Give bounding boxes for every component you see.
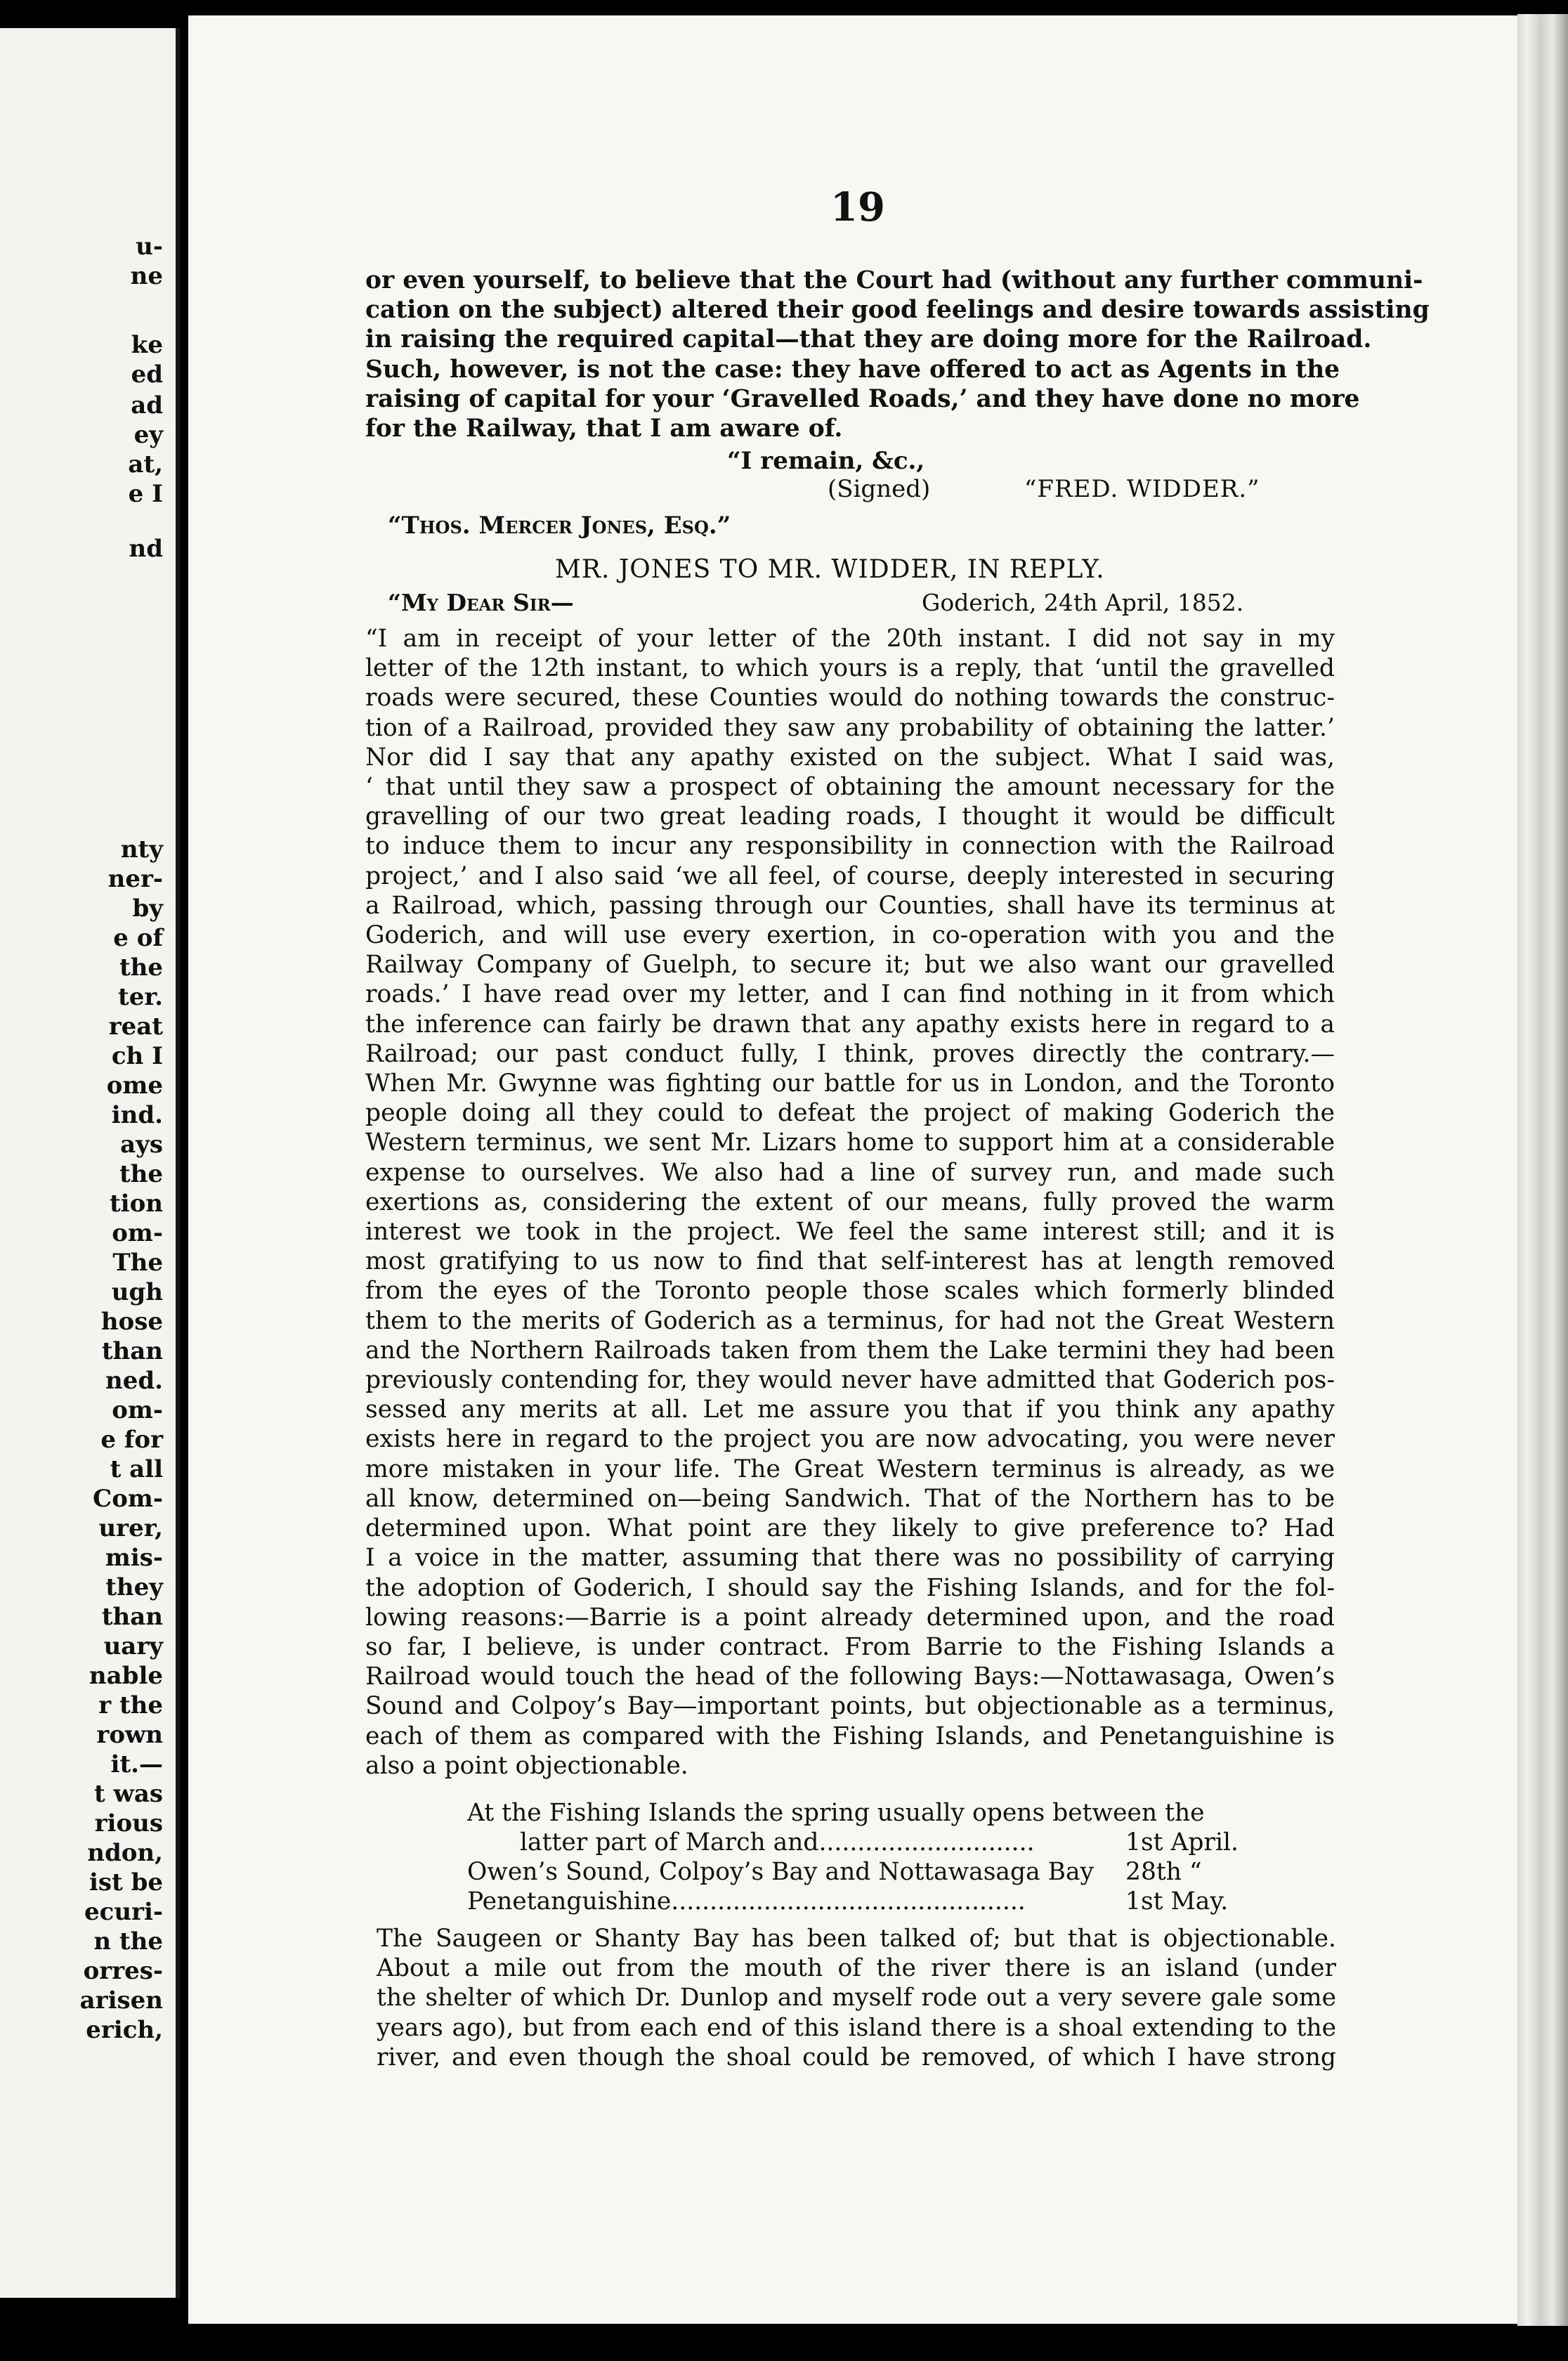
text-line: cation on the subject) altered their good feelings and desire towards assisting — [365, 296, 1430, 325]
facing-page-text: The — [112, 1249, 163, 1277]
text-line: the adoption of Goderich, I should say the Fishing Islands, and for the fol- — [365, 1573, 1335, 1602]
facing-page-text: nable — [89, 1662, 163, 1690]
text-line: or even yourself, to believe that the Court had (without any further communi- — [365, 266, 1423, 294]
facing-page-text: ugh — [111, 1278, 163, 1306]
text-line: lowing reasons:—Barrie is a point already determined upon, and the road — [365, 1603, 1335, 1632]
facing-page-text: than — [101, 1337, 163, 1365]
facing-page-text: t all — [110, 1455, 163, 1483]
table-row-date: 1st April. — [1125, 1828, 1239, 1856]
facing-page-text: orres- — [83, 1957, 163, 1985]
text-line: roads.’ I have read over my letter, and I can find nothing in it from which — [365, 980, 1335, 1009]
text-line: the shelter of which Dr. Dunlop and myself rode out a very severe gale some — [377, 1984, 1336, 2012]
facing-page-text: they — [105, 1573, 163, 1601]
table-row-place: Owen’s Sound, Colpoy’s Bay and Nottawasaga Bay — [467, 1858, 1095, 1886]
text-line: About a mile out from the mouth of the river there is an island (under — [377, 1954, 1336, 1983]
facing-page-text: nty — [120, 835, 163, 864]
table-row-date: 1st May. — [1125, 1887, 1229, 1916]
text-line: years ago), but from each end of this island there is a shoal extending to the — [377, 2013, 1336, 2042]
facing-page-text: ist be — [89, 1868, 163, 1897]
text-line: the inference can fairly be drawn that any apathy exists here in regard to a — [365, 1010, 1335, 1039]
facing-page-text: ad — [131, 391, 163, 419]
table-row-place: latter part of March and............................ — [520, 1828, 1035, 1856]
facing-page-text: tion — [109, 1190, 163, 1218]
facing-page-text: reat — [108, 1013, 163, 1041]
facing-page-text: n the — [93, 1927, 163, 1956]
page-number: 19 — [830, 184, 885, 230]
facing-page-text: ind. — [111, 1101, 163, 1129]
facing-page-text: ecuri- — [84, 1898, 163, 1926]
text-line: interest we took in the project. We feel the same interest still; and it is — [365, 1218, 1335, 1247]
text-line: “I am in receipt of your letter of the 20th instant. I did not say in my — [365, 625, 1335, 653]
text-line: Goderich, and will use every exertion, in co-operation with you and the — [365, 921, 1335, 950]
facing-page-text: e of — [113, 924, 163, 952]
facing-page-text: ne — [130, 262, 163, 290]
text-line: exertions as, considering the extent of our means, fully proved the warm — [365, 1188, 1335, 1216]
text-line: The Saugeen or Shanty Bay has been talked of; but that is objectionable. — [377, 1925, 1336, 1953]
text-line: people doing all they could to defeat the project of making Goderich the — [365, 1099, 1335, 1128]
signed-label: (Signed) — [828, 475, 931, 503]
facing-page-text: arisen — [79, 1986, 163, 2015]
text-line: roads were secured, these Counties would do nothing towards the construc- — [365, 684, 1335, 713]
text-line: more mistaken in your life. The Great Western terminus is already, as we — [365, 1455, 1335, 1483]
text-line: tion of a Railroad, provided they saw any probability of obtaining the latter.’ — [365, 713, 1335, 742]
letter-heading: MR. JONES TO MR. WIDDER, IN REPLY. — [555, 555, 1105, 584]
text-line: Nor did I say that any apathy existed on the subject. What I said was, — [365, 743, 1335, 772]
text-line: exists here in regard to the project you are now advocating, you were never — [365, 1425, 1335, 1454]
facing-page-text: ke — [131, 331, 163, 359]
facing-page-text: ey — [133, 421, 163, 449]
facing-page-text: the — [119, 954, 163, 982]
facing-page-text: erich, — [86, 2016, 163, 2044]
table-row-place: Penetanguishine.............................................. — [467, 1887, 1026, 1916]
facing-page-fragment — [0, 28, 180, 2298]
facing-page-text: rown — [96, 1721, 163, 1749]
text-line: in raising the required capital—that they are doing more for the Railroad. — [365, 325, 1372, 354]
facing-page-text: e I — [128, 480, 163, 508]
facing-page-text: ner- — [107, 865, 163, 893]
text-line: all know, determined on—being Sandwich. That of the Northern has to be — [365, 1484, 1335, 1513]
facing-page-text: ndon, — [87, 1839, 163, 1867]
addressee: “Thos. Mercer Jones, Esq.” — [388, 512, 731, 540]
facing-page-text: Com- — [93, 1485, 163, 1513]
facing-page-text: nd — [129, 535, 163, 563]
text-line: Sound and Colpoy’s Bay—important points, but objectionable as a terminus, — [365, 1692, 1335, 1721]
facing-page-text: ch I — [111, 1042, 163, 1070]
text-line: most gratifying to us now to find that self-interest has at length removed — [365, 1247, 1335, 1276]
text-line: ‘ that until they saw a prospect of obtaining the amount necessary for the — [365, 773, 1335, 802]
facing-page-text: by — [132, 895, 163, 923]
text-line: Railroad; our past conduct fully, I think, proves directly the contrary.— — [365, 1039, 1335, 1068]
text-line: so far, I believe, is under contract. From Barrie to the Fishing Islands a — [365, 1632, 1335, 1661]
facing-page-text: hose — [100, 1308, 163, 1336]
facing-page-text: om- — [112, 1219, 163, 1247]
signature: “FRED. WIDDER.” — [1024, 475, 1260, 503]
facing-page-text: mis- — [105, 1544, 163, 1572]
opening-paragraph — [365, 266, 1430, 443]
text-line: letter of the 12th instant, to which yours is a reply, that ‘until the gravelled — [365, 654, 1335, 683]
text-line: from the eyes of the Toronto people those scales which formerly blinded — [365, 1277, 1335, 1306]
text-line: I a voice in the matter, assuming that there was no possibility of carrying — [365, 1544, 1335, 1573]
closing: “I remain, &c., — [727, 447, 925, 475]
text-line: a Railroad, which, passing through our Counties, shall have its terminus at — [365, 891, 1335, 920]
facing-page-text: u- — [136, 233, 163, 261]
text-line: expense to ourselves. We also had a line of survey run, and made such — [365, 1158, 1335, 1187]
facing-page-text: ome — [106, 1072, 163, 1100]
dateline: Goderich, 24th April, 1852. — [922, 589, 1244, 616]
text-line: project,’ and I also said ‘we all feel, of course, deeply interested in securing — [365, 861, 1335, 890]
table-intro: At the Fishing Islands the spring usually opens between the — [467, 1799, 1205, 1827]
page-edge — [1517, 14, 1568, 2326]
facing-page-text: t was — [94, 1780, 163, 1808]
facing-page-text: uary — [103, 1632, 163, 1660]
text-line: Railway Company of Guelph, to secure it; but we also want our gravelled — [365, 951, 1335, 980]
text-line: for the Railway, that I am aware of. — [365, 415, 843, 443]
text-line: previously contending for, they would never have admitted that Goderich pos- — [365, 1366, 1335, 1395]
facing-page-text: urer, — [98, 1514, 163, 1542]
table-row-date: 28th “ — [1125, 1858, 1202, 1886]
facing-page-text: than — [101, 1603, 163, 1631]
facing-page-text: e for — [100, 1426, 163, 1454]
text-line: river, and even though the shoal could be removed, of which I have strong — [377, 2043, 1336, 2071]
text-line: to induce them to incur any responsibility in connection with the Railroad — [365, 832, 1335, 861]
text-line: gravelling of our two great leading roads, I thought it would be difficult — [365, 802, 1335, 831]
facing-page-text: ter. — [118, 983, 163, 1011]
text-line: sessed any merits at all. Let me assure you that if you think any apathy — [365, 1396, 1335, 1424]
facing-page-text: ned. — [105, 1367, 163, 1395]
facing-page-text: om- — [112, 1396, 163, 1424]
facing-page-text: at, — [128, 450, 163, 479]
text-line: and the Northern Railroads taken from them the Lake termini they had been — [365, 1336, 1335, 1365]
facing-page-text: it.— — [110, 1750, 163, 1778]
facing-page-text: the — [119, 1160, 163, 1188]
text-line: them to the merits of Goderich as a terminus, for had not the Great Western — [365, 1306, 1335, 1335]
text-line: Western terminus, we sent Mr. Lizars home to support him at a considerable — [365, 1129, 1335, 1157]
facing-page-text: r the — [98, 1691, 163, 1719]
text-line: determined upon. What point are they likely to give preference to? Had — [365, 1514, 1335, 1543]
facing-page-text: rious — [94, 1809, 163, 1838]
final-paragraph — [377, 1924, 1336, 2072]
text-line: When Mr. Gwynne was fighting our battle for us in London, and the Toronto — [365, 1069, 1335, 1098]
salutation: “My Dear Sir— — [388, 589, 574, 616]
facing-page-text: ed — [131, 360, 163, 389]
facing-page-text: ays — [120, 1131, 163, 1159]
letter-body — [365, 624, 1335, 1781]
text-line: Such, however, is not the case: they have offered to act as Agents in the — [365, 355, 1340, 384]
text-line: raising of capital for your ‘Gravelled Roads,’ and they have done no more — [365, 384, 1360, 413]
text-line: also a point objectionable. — [365, 1751, 688, 1780]
text-line: each of them as compared with the Fishing Islands, and Penetanguishine is — [365, 1722, 1335, 1750]
text-line: Railroad would touch the head of the following Bays:—Nottawasaga, Owen’s — [365, 1663, 1335, 1691]
